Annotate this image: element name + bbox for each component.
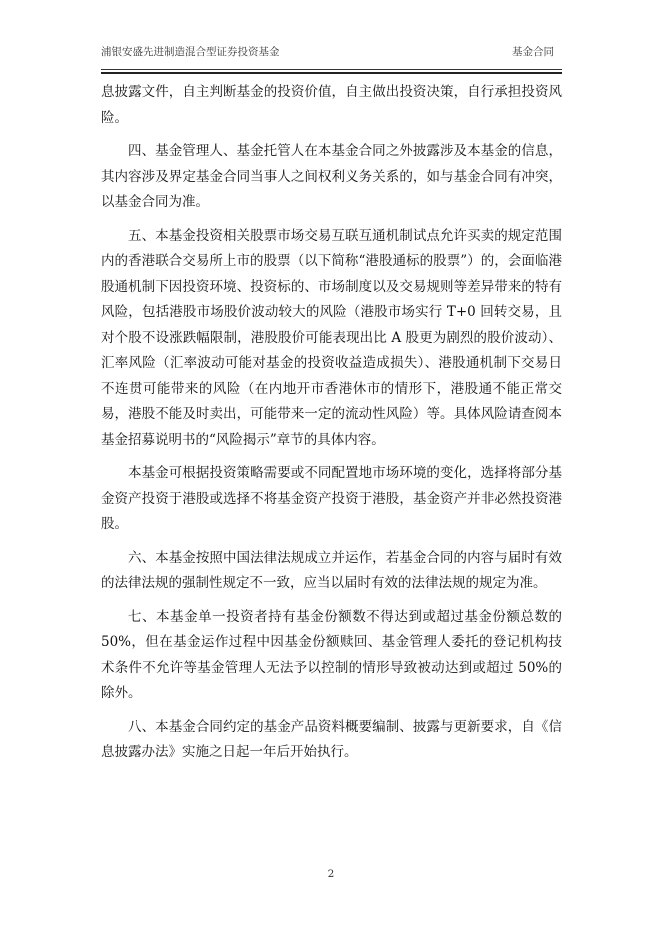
page-number: 2 <box>327 868 335 880</box>
paragraph: 八、本基金合同约定的基金产品资料概要编制、披露与更新要求，自《信息披露办法》实施之日起一年后开始执行。 <box>101 718 562 760</box>
paragraph: 息披露文件，自主判断基金的投资价值，自主做出投资决策，自行承担投资风险。 <box>101 84 562 126</box>
paragraph: 五、本基金投资相关股票市场交易互联互通机制试点允许买卖的规定范围内的香港联合交易所上市的股票（以下简称“港股通标的股票”）的，会面临港股通机制下因投资环境、投资标的、市场制度以及交易规则等差异带来的特有风险，包括港股市场股价波动较大的风险（港股市场实行 T+0 回转交易，且对个股不设涨跌幅限制，港股股价可能表现出比 A 股更为剧烈的股价波动）、汇率风险（汇率波动可能对基金的投资收益造成损失）、港股通机制下交易日不连贯可能带来的风险（在内地开市香港休市的情形下，港股通不能正常交易，港股不能及时卖出，可能带来一定的流动性风险）等。具体风险请查阅本基金招募说明书的“风险揭示”章节的具体内容。 <box>101 227 562 448</box>
header-document-type: 基金合同 <box>512 46 554 58</box>
page-header <box>101 44 562 64</box>
paragraph: 四、基金管理人、基金托管人在本基金合同之外披露涉及本基金的信息，其内容涉及界定基金合同当事人之间权利义务关系的，如与基金合同有冲突，以基金合同为准。 <box>101 143 562 210</box>
header-rule-thin <box>101 69 562 70</box>
paragraph: 七、本基金单一投资者持有基金份额数不得达到或超过基金份额总数的50%，但在基金运作过程中因基金份额赎回、基金管理人委托的登记机构技术条件不允许等基金管理人无法予以控制的情形导致被动达到或超过 50%的除外。 <box>101 608 562 701</box>
document-body <box>101 80 562 774</box>
paragraph: 六、本基金按照中国法律法规成立并运作，若基金合同的内容与届时有效的法律法规的强制性规定不一致，应当以届时有效的法律法规的规定为准。 <box>101 549 562 591</box>
header-fund-name: 浦银安盛先进制造混合型证券投资基金 <box>101 46 280 58</box>
header-rule-thick <box>101 72 562 74</box>
paragraph: 本基金可根据投资策略需要或不同配置地市场环境的变化，选择将部分基金资产投资于港股或选择不将基金资产投资于港股，基金资产并非必然投资港股。 <box>101 465 562 532</box>
